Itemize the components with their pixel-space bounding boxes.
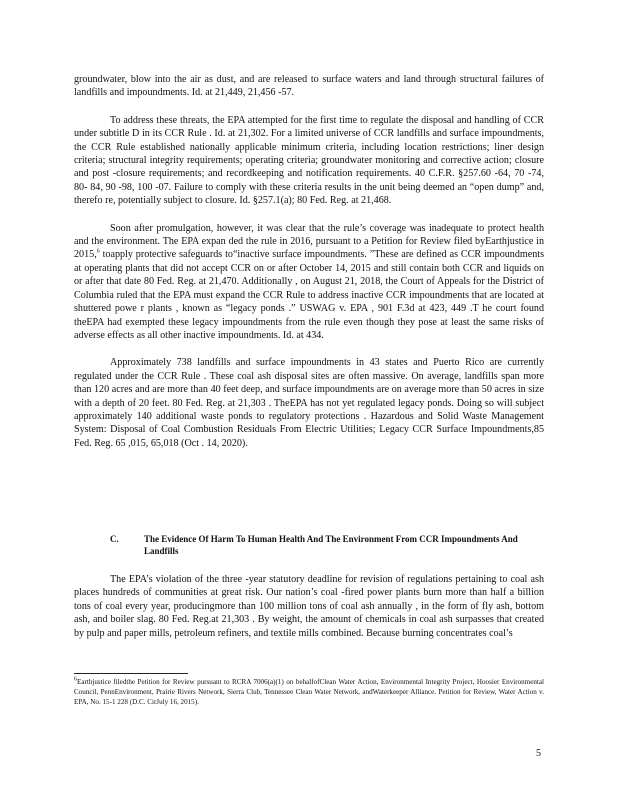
page-number: 5 [536, 748, 541, 759]
paragraph-continuation: groundwater, blow into the air as dust, and are released to surface waters and land through structural failures of landfills and impoundments. Id. at 21,449, 21,456 -57. [74, 74, 544, 99]
footnote-marker: 6 [74, 676, 77, 683]
body-text-lower [74, 573, 544, 640]
section-heading-letter: C. [110, 534, 119, 544]
paragraph-rule-expansion [74, 222, 544, 343]
body-text-upper [74, 73, 544, 450]
section-heading [74, 533, 544, 557]
section-heading-text: The Evidence Of Harm To Human Health And The Environment From CCR Impoundments And Landfills [144, 534, 518, 556]
footnote [74, 677, 544, 707]
paragraph-regulated-sites: Approximately 738 landfills and surface impoundments in 43 states and Puerto Rico are currently regulated under the CCR Rule . These coal ash disposal sites are often massive. On average, landfills span more than 120 acres and are more than 40 feet deep, and surface impoundments are on average more than 50 acres in size with a depth of 20 feet. 80 Fed. Reg. at 21,303 . TheEPA has not yet regulated legacy ponds. Doing so will subject approximately 140 additional waste ponds to regulatory protections . Hazardous and Solid Waste Management System: Disposal of Coal Combustion Residuals From Electric Utilities; Legacy CCR Surface Impoundments,85 Fed. Reg. 65 ,015, 65,018 (Oct . 14, 2020). [74, 357, 544, 449]
paragraph-rule-expansion-part1: Soon after promulgation, however, it was clear that the rule’s coverage was inadequate to protect health and the environment. The EPA expan ded the rule in 2016, pursuant to a Petition for Review filed byEarthjustice in 2015, [74, 222, 544, 261]
footnote-reference: 6 [96, 249, 100, 256]
paragraph-ccr-rule: To address these threats, the EPA attempted for the first time to regulate the disposal and handling of CCR under subtitle D in its CCR Rule . Id. at 21,302. For a limited universe of CCR landfills and surface impoundments, the CCR Rule established nationally applicable minimum criteria, including location restrictions; liner design criteria; structural integrity requirements; operating criteria; groundwater monitoring and corrective action; closure and post -closure requirements; and recordkeeping and notification requirements. 40 C.F.R. §257.60 -64, 70 -74, 80- 84, 90 -98, 100 -07. Failure to comply with these criteria results in the unit being deemed an “open dump” and, therefo re, potentially subject to closure. Id. §257.1(a); 80 Fed. Reg. at 21,468. [74, 114, 544, 207]
footnote-text: Earthjustice filedthe Petition for Review pursuant to RCRA 7006(a)(1) on behalfofClean Water Action, Environmental Integrity Project, Hoosier Environmental Council, PennEnvironment, Prairie Rivers Network, Sierra Club, Tennessee Clean Water Network, andWaterkeeper Alliance. Petition for Review, Water Action v. EPA, No. 15-1 228 (D.C. CirJuly 16, 2015). [74, 678, 544, 706]
paragraph-statutory-deadline: The EPA’s violation of the three -year statutory deadline for revision of regulations pertaining to coal ash places hundreds of communities at great risk. Our nation’s coal -fired power plants burn more than half a billion tons of coal every year, producingmore than 100 million tons of coal ash annually , in the form of fly ash, bottom ash, and boiler slag. 80 Fed. Reg.at 21,303 . By weight, the amount of chemicals in coal ash surpasses that created by pulp and paper mills, petroleum refiners, and textile mills combined. Because burning concentrates coal’s [74, 574, 544, 639]
footnote-divider [74, 673, 188, 674]
paragraph-rule-expansion-part2: toapply protective safeguards to“inactive surface impoundments. ”These are defined as CCR impoundments at operating plants that did not accept CCR on or after October 14, 2015 and still contain both CCR and liquids on or after that date 80 Fed. Reg. at 21,470. Additionally , on August 21, 2018, the Court of Appeals for the District of Columbia ruled that the EPA must expand the CCR Rule to address inactive CCR impoundments that are located at shuttered powe r plants , known as “legacy ponds .” USWAG v. EPA , 901 F.3d at 423, 449 .T he court found theEPA had exempted these legacy impoundments from the rule even though they pose at least the same risks of adverse effects as all other inactive impoundments. Id. at 434. [74, 249, 544, 341]
